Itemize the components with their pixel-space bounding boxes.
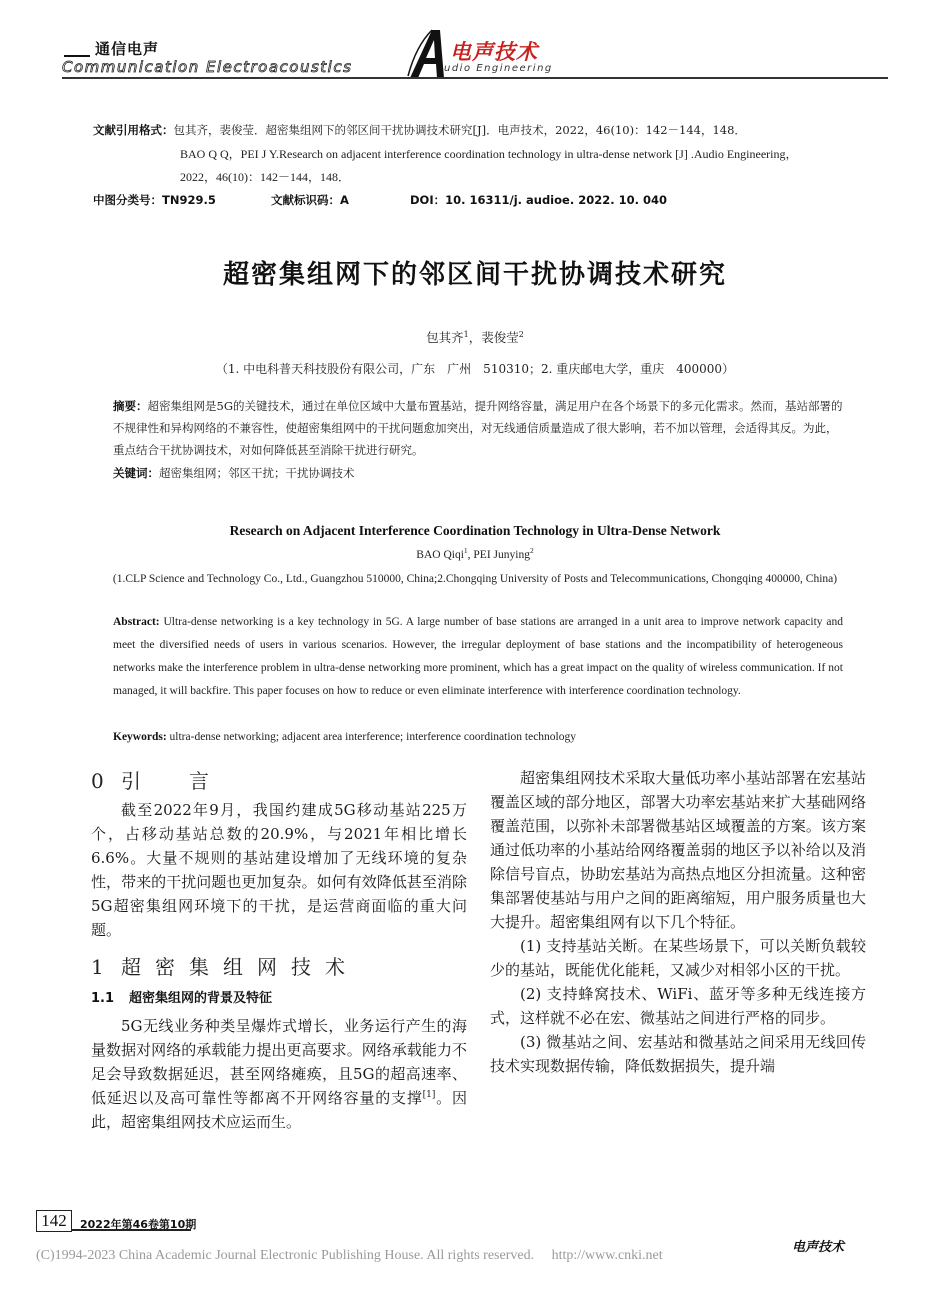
reference-1[interactable]: [1] (422, 1090, 436, 1100)
copyright-notice: (C)1994-2023 China Academic Journal Electronic Publishing House. All rights reserved. http://www.cnki.net (36, 1248, 663, 1263)
subsection-1-1-text-end: 。因此，超密集组网技术应运而生。 (91, 1089, 467, 1131)
doc-code (271, 192, 349, 208)
clc-value: TN929.5 (162, 193, 216, 207)
page-title: 超密集组网下的邻区间干扰协调技术研究 (222, 260, 727, 290)
keywords-cn (113, 465, 355, 481)
author-2-sup: 2 (518, 330, 524, 339)
author-2: 裴俊莹 (481, 330, 519, 345)
right-paragraph-1: 超密集组网技术采取大量低功率小基站部署在宏基站覆盖区域的部分地区，部署大功率宏基站来扩大基础网络覆盖范围，以弥补未部署微基站区域覆盖的方案。该方案通过低功率的小基站给网络覆盖弱的地区予以补给以及消除信号盲点，协助宏基站为高热点地区分担流量。这种密集部署使基站与用户之间的距离缩短，用户服务质量也大大提升。超密集组网有以下几个特征。 (490, 769, 866, 931)
abstract-label-en: Abstract: (113, 616, 160, 628)
abstract-cn (113, 395, 843, 461)
citation-en-line1: BAO Q Q，PEI J Y.Research on adjacent interference coordination technology in ultra-dense network [J] .Audio Engineering， (180, 147, 798, 161)
author-1-en-sup: 1 (463, 546, 468, 555)
right-paragraph-3: (2) 支持蜂窝技术、WiFi、蓝牙等多种无线连接方式，这样就不必在宏、微基站之间进行严格的同步。 (490, 985, 866, 1027)
subsection-1-1-paragraph (91, 1014, 467, 1134)
subsection-1-1-text: 5G无线业务种类呈爆炸式增长，业务运行产生的海量数据对网络的承载能力提出更高要求。网络承载能力不足会导致数据延迟，甚至网络瘫痪，且5G的超高速率、低延迟以及高可靠性等都离不开网络容量的支撑 (91, 1017, 467, 1107)
citation-en-line2: 2022，46(10)：142－144，148． (180, 170, 350, 184)
keywords-label-cn: 关键词： (113, 466, 159, 480)
abstract-text-en: Ultra-dense networking is a key technology in 5G. A large number of base stations are arranged in a unit area to improve network capacity and meet the diversified needs of users in various scenarios. However, the irregular deployment of base stations and the incompatibility of heterogeneous networks make the interference problem in ultra-dense networking more prominent, which has a great impact on the quality of wireless communication. If not managed, it will backfire. This paper focuses on how to reduce or even eliminate interference with interference coordination technology. (113, 616, 843, 697)
journal-name-en: Communication Electroacoustics (62, 58, 353, 76)
keywords-text-en: ultra-dense networking; adjacent area interference; interference coordination technology (169, 731, 576, 743)
body-column-left (91, 766, 467, 1134)
doi (410, 192, 667, 208)
section-0-number: 0 (91, 769, 105, 793)
citation-label: 文献引用格式： (93, 123, 174, 137)
citation-text-cn: 包其齐，裴俊莹．超密集组网下的邻区间干扰协调技术研究[J]．电声技术，2022，46(10)：142－144，148． (173, 123, 746, 137)
body-column-right (490, 766, 866, 1078)
title-en: Research on Adjacent Interference Coordination Technology in Ultra-Dense Network (229, 523, 721, 538)
right-paragraph-4: (3) 微基站之间、宏基站和微基站之间采用无线回传技术实现数据传输，降低数据损失，提升端 (490, 1033, 866, 1075)
author-1: 包其齐 (426, 330, 464, 345)
clc-number (93, 192, 216, 208)
doc-code-value: A (340, 193, 349, 207)
logo-text-en: udio Engineering (444, 63, 553, 74)
doc-code-label: 文献标识码： (271, 193, 340, 207)
affiliation-en: (1.CLP Science and Technology Co., Ltd., Guangzhou 510000, China;2.Chongqing University of Posts and Telecommunications, Chongqing 400000, China) (112, 573, 838, 585)
authors-en (0, 546, 950, 561)
author-2-en-sup: 2 (529, 546, 534, 555)
section-1-title: 超密集组网技术 (121, 955, 359, 979)
author-1-en: BAO Qiqi (416, 549, 464, 561)
doi-label: DOI： (410, 193, 446, 207)
journal-name-cn: 通信电声 (95, 40, 160, 58)
abstract-text-cn: 超密集组网是5G的关键技术，通过在单位区域中大量布置基站，提升网络容量，满足用户在各个场景下的多元化需求。然而，基站部署的不规律性和异构网络的不兼容性，使超密集组网中的干扰问题愈加突出，对无线通信质量造成了很大影响，若不加以管理，会适得其反。为此，重点结合干扰协调技术，对如何降低甚至消除干扰进行研究。 (113, 399, 843, 457)
author-2-en: PEI Junying (473, 549, 530, 561)
page-number: 142 (36, 1210, 72, 1232)
abstract-label-cn: 摘要： (113, 399, 148, 413)
subsection-1-1-title: 超密集组网的背景及特征 (129, 991, 273, 1006)
clc-label: 中图分类号： (93, 193, 162, 207)
header-rule (62, 77, 888, 79)
abstract-en (113, 611, 843, 703)
subsection-1-1-heading (91, 984, 467, 1014)
issue-info: 2022年第46卷第10期 (80, 1218, 197, 1231)
author-sep-en: , (467, 549, 474, 561)
section-1-number: 1 (91, 955, 105, 979)
keywords-text-cn: 超密集组网；邻区干扰；干扰协调技术 (159, 466, 355, 480)
author-1-sup: 1 (463, 330, 469, 339)
right-paragraph-2: (1) 支持基站关断。在某些场景下，可以关断负载较少的基站，既能优化能耗，又减少对相邻小区的干扰。 (490, 937, 866, 979)
doi-value: 10. 16311/j. audioe. 2022. 10. 040 (445, 193, 667, 207)
section-0-paragraph: 截至2022年9月，我国约建成5G移动基站225万个，占移动基站总数的20.9%，与2021年相比增长6.6%。大量不规则的基站建设增加了无线环境的复杂性，带来的干扰问题也更加复杂。如何有效降低甚至消除5G超密集组网环境下的干扰，是运营商面临的重大问题。 (91, 801, 467, 939)
section-0-heading (91, 766, 467, 796)
keywords-en (113, 731, 576, 743)
citation-cn (93, 120, 746, 140)
journal-header (0, 0, 950, 82)
subsection-1-1-number: 1.1 (91, 991, 115, 1006)
section-1-heading (91, 952, 467, 982)
author-sep: ， (468, 330, 482, 345)
affiliation-cn: （1. 中电科普天科技股份有限公司，广东 广州 510310；2. 重庆邮电大学，重庆 400000） (215, 362, 735, 376)
logo-text-cn: 电声技术 (450, 40, 538, 64)
section-0-title: 引 言 (121, 769, 223, 793)
authors-cn (0, 328, 950, 346)
header-dash (64, 55, 90, 57)
keywords-label-en: Keywords: (113, 731, 167, 743)
footer-logo: 电声技术 (792, 1240, 845, 1255)
